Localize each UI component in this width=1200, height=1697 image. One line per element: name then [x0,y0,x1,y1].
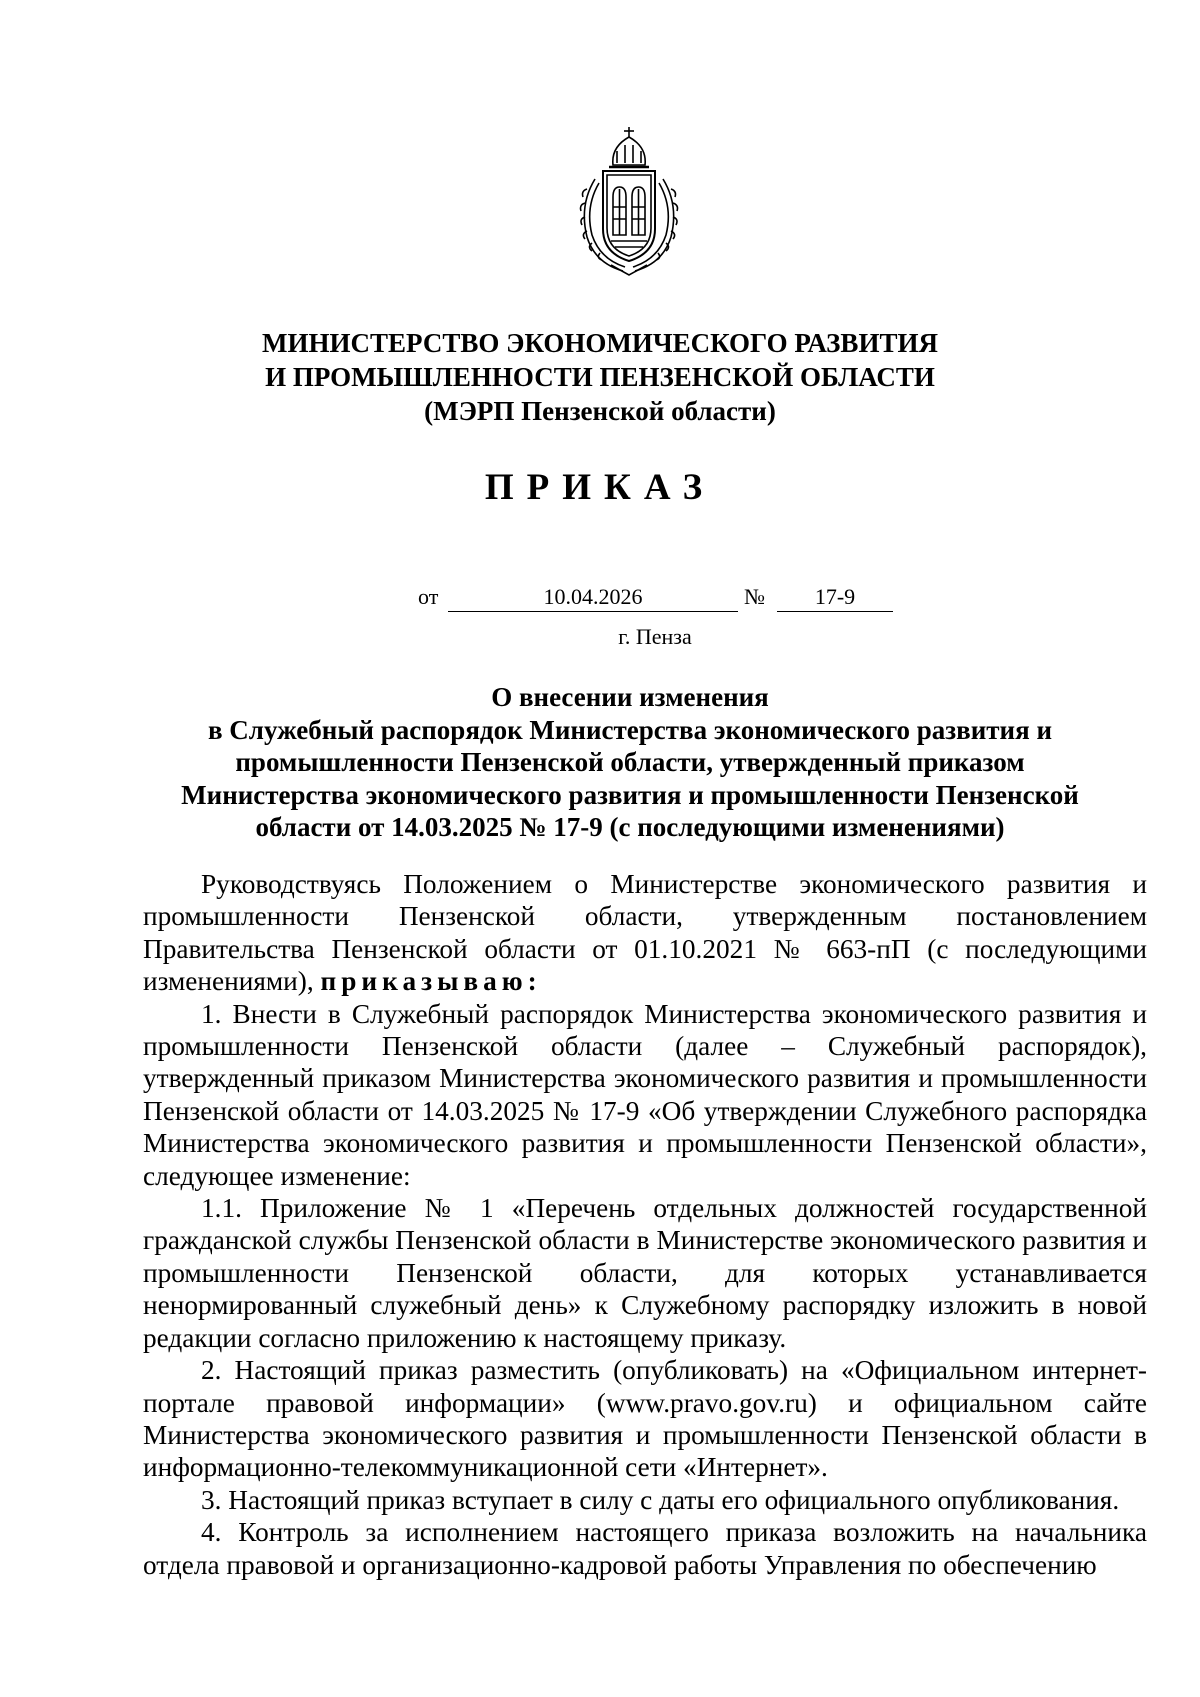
number-sign: № [744,584,765,609]
subject-line-3: промышленности Пензенской области, утвержденный приказом [235,747,1025,777]
ministry-name-line-1: МИНИСТЕРСТВО ЭКОНОМИЧЕСКОГО РАЗВИТИЯ [262,328,938,358]
item-3-paragraph: 3. Настоящий приказ вступает в силу с даты его официального опубликования. [201,1484,1120,1515]
ministry-short-name: (МЭРП Пензенской области) [424,396,776,426]
item-2-paragraph: 2. Настоящий приказ разместить (опубликовать) на «Официальном интернет-портале правовой информации» (www.pravo.gov.ru) и официальном сайте Министерства экономического развития и промышленности Пензенской области в информационно-телекоммуникационной сети «Интернет». [143,1355,1147,1483]
subject-line-5: области от 14.03.2025 № 17-9 (с последующими изменениями) [255,812,1005,842]
preamble-text: Руководствуясь Положением о Министерстве экономического развития и промышленности Пензенской области, утвержденным постановлением Правительства Пензенской области от 01.10.2021 № 663-пП (с последующими изменениями), [143,869,1147,997]
document-date: 10.04.2026 [448,580,738,612]
ministry-name-line-2: И ПРОМЫШЛЕННОСТИ ПЕНЗЕНСКОЙ ОБЛАСТИ [265,362,935,392]
subject-line-2: в Служебный распорядок Министерства экономического развития и [207,714,1053,745]
document-requisites [0,580,1200,614]
preamble-paragraph [143,868,1147,998]
subject-line-4: Министерства экономического развития и промышленности Пензенской [181,779,1079,810]
document-city: г. Пенза [618,624,692,649]
ministry-name-block [150,326,1050,428]
item-4-paragraph: 4. Контроль за исполнением настоящего приказа возложить на начальника отдела правовой и организационно-кадровой работы Управления по обеспечению [143,1517,1147,1580]
document-subject [150,681,1110,844]
document-body [143,868,1147,1581]
subject-line-1: О внесении изменения [491,682,769,712]
coat-of-arms-emblem-icon [573,125,685,277]
item-1-1-paragraph: 1.1. Приложение № 1 «Перечень отдельных должностей государственной гражданской службы Пензенской области в Министерстве экономического развития и промышленности Пензенской области, для которых устанавливается ненормированный служебный день» к Служебному распорядку изложить в новой редакции согласно приложению к настоящему приказу. [143,1193,1147,1353]
order-word: приказываю: [320,966,542,997]
item-1-paragraph: 1. Внести в Служебный распорядок Министерства экономического развития и промышленности Пензенской области (далее – Служебный распорядок), утвержденный приказом Министерства экономического развития и промышленности Пензенской области от 14.03.2025 № 17-9 «Об утверждении Служебного распорядка Министерства экономического развития и промышленности Пензенской области», следующее изменение: [143,998,1147,1191]
date-prefix: от [418,584,439,609]
document-type-title: ПРИКАЗ [484,467,716,508]
document-number: 17-9 [777,580,893,612]
